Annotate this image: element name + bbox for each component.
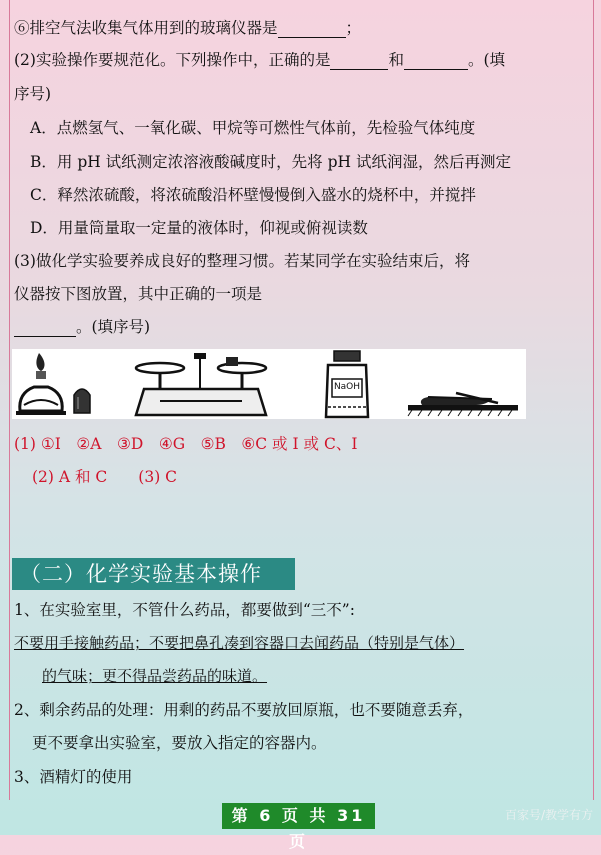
- q1-item6-line: [14, 18, 361, 38]
- q3-line3: [14, 317, 150, 337]
- answer-line1: (1) ①I ②A ③D ④G ⑤B ⑥C 或 I 或 C、I: [14, 435, 358, 453]
- apparatus-figure: [12, 349, 526, 419]
- option-d: D．用量筒量取一定量的液体时，仰视或俯视读数: [30, 219, 368, 237]
- alcohol-lamp-icon: [12, 349, 102, 419]
- q1-item6-end: ；: [345, 19, 362, 37]
- q2-line2: 序号): [14, 85, 52, 103]
- option-b: B．用 pH 试纸测定浓溶液酸碱度时，先将 pH 试纸润湿，然后再测定: [30, 153, 511, 171]
- watermark: 百家号/教学有方: [504, 808, 593, 822]
- rule2-line2: 更不要拿出实验室，要放入指定的容器内。: [32, 734, 327, 752]
- answer-blank: [14, 320, 76, 337]
- rule1-underlined-1: 不要用手接触药品；不要把鼻孔凑到容器口去闻药品（特别是气体）: [14, 634, 465, 652]
- rule1-underlined-2: 的气味；更不得品尝药品的味道。: [42, 667, 268, 685]
- option-c: C．释然浓硫酸，将浓硫酸沿杯壁慢慢倒入盛水的烧杯中，并搅拌: [30, 186, 476, 204]
- page-number-footer: 第 6 页 共 31 页: [222, 803, 375, 829]
- rule3: 3、酒精灯的使用: [14, 768, 133, 786]
- q1-item6-text: ⑥排空气法收集气体用到的玻璃仪器是: [14, 19, 278, 37]
- naoh-bottle-label: NaOH: [333, 382, 361, 392]
- rule1-intro: 1、在实验室里，不管什么药品，都要做到“三不”:: [14, 601, 355, 619]
- q3-line3-text: 。(填序号): [76, 318, 151, 336]
- q3-line2: 仪器按下图放置，其中正确的一项是: [14, 285, 263, 303]
- q2-line1: [14, 50, 505, 70]
- q2-and: 和: [388, 51, 404, 69]
- q2-text-b: 。(填: [467, 51, 506, 69]
- answer-blank: [404, 53, 468, 70]
- answer-blank: [278, 21, 346, 38]
- q2-text-a: (2)实验操作要规范化。下列操作中，正确的是: [14, 51, 331, 69]
- q3-line1: (3)做化学实验要养成良好的整理习惯。若某同学在实验结束后，将: [14, 252, 470, 270]
- rule2-line1: 2、剩余药品的处理：用剩的药品不要放回原瓶，也不要随意丢弃，: [14, 701, 474, 719]
- section-title: （二）化学实验基本操作: [12, 558, 295, 590]
- answer-blank: [330, 53, 388, 70]
- test-tube-on-bench-icon: [406, 349, 526, 419]
- answer-line2: (2) A 和 C (3) C: [32, 468, 178, 486]
- option-a: A．点燃氢气、一氧化碳、甲烷等可燃性气体前，先检验气体纯度: [30, 119, 476, 137]
- balance-scale-icon: [130, 349, 280, 419]
